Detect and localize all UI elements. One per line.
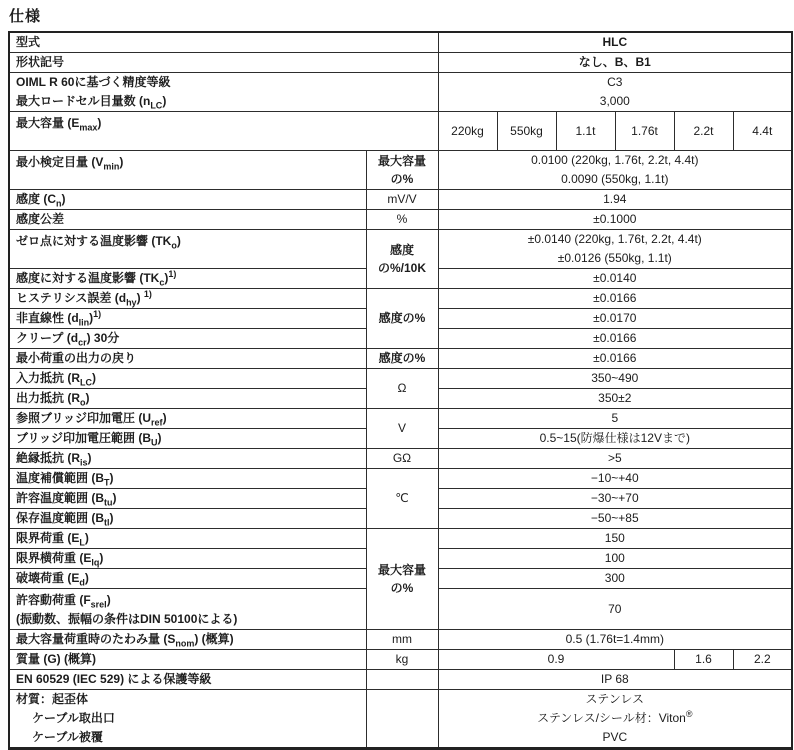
emax-capacity-2: 550kg — [497, 111, 556, 150]
emax-capacity-4: 1.76t — [615, 111, 674, 150]
temp-compensated-value: −10~+40 — [438, 468, 792, 488]
row-tko — [9, 229, 792, 268]
emax-label: 最大容量 $(E_{max})$ — [9, 111, 438, 150]
material-unit-empty — [366, 689, 438, 748]
accuracy-value: C3 — [607, 74, 623, 89]
row-ref-excitation — [9, 408, 792, 428]
sensitivity-value: 1.94 — [438, 189, 792, 209]
sensitivity-label: 感度 $(C_n)$ — [9, 189, 366, 209]
creep-value: ±0.0166 — [438, 328, 792, 348]
limit-side-load-value: 100 — [438, 548, 792, 568]
vmin-value-line1: 0.0100 (220kg, 1.76t, 2.2t, 4.4t) — [531, 152, 699, 167]
shape-label: 形状記号 — [9, 52, 438, 72]
row-emax — [9, 111, 792, 150]
emax-capacity-5: 2.2t — [674, 111, 733, 150]
mass-value-2: 1.6 — [674, 649, 733, 669]
mass-value-3: 2.2 — [733, 649, 792, 669]
row-shape — [9, 52, 792, 72]
hysteresis-label: ヒステリシス誤差 $(d_{hy})$ $^{1)}$ — [9, 288, 366, 308]
breaking-load-label: 破壊荷重 $(E_d)$ — [9, 568, 366, 588]
emax-capacity-6: 4.4t — [733, 111, 792, 150]
row-sensitivity — [9, 189, 792, 209]
ref-excitation-value: 5 — [438, 408, 792, 428]
tko-value — [438, 229, 792, 268]
limit-load-value: 150 — [438, 528, 792, 548]
temp-operating-label: 許容温度範囲 $(B_{tu})$ — [9, 488, 366, 508]
insulation-label: 絶縁抵抗 $(R_{is})$ — [9, 448, 366, 468]
row-model — [9, 32, 792, 52]
input-resistance-value: 350~490 — [438, 368, 792, 388]
tkc-value: ±0.0140 — [438, 268, 792, 288]
tko-label: ゼロ点に対する温度影響 $(TK_o)$ — [9, 229, 366, 268]
input-resistance-label: 入力抵抗 $(R_{LC})$ — [9, 368, 366, 388]
max-capacity-percent-unit: 最大容量の% — [366, 528, 438, 629]
shape-value: なし、B、B1 — [438, 52, 792, 72]
row-protection — [9, 669, 792, 689]
hysteresis-value: ±0.0166 — [438, 288, 792, 308]
sensitivity-unit: mV/V — [366, 189, 438, 209]
excitation-range-value: 0.5~15(防爆仕様は12Vまで) — [438, 428, 792, 448]
material-label — [9, 689, 366, 748]
temp-compensated-label: 温度補償範囲 $(B_T)$ — [9, 468, 366, 488]
accuracy-label: OIML R 60に基づく精度等級 — [16, 74, 171, 89]
accuracy-nlc-value — [438, 72, 792, 111]
protection-unit-empty — [366, 669, 438, 689]
row-mass — [9, 649, 792, 669]
sens-percent-unit: 感度の% — [366, 288, 438, 348]
material-label-line1: 材質：起歪体 — [16, 691, 89, 706]
model-label: 型式 — [9, 32, 438, 52]
row-temp-compensated — [9, 468, 792, 488]
row-min-load-return — [9, 348, 792, 368]
limit-load-label: 限界荷重 $(E_L)$ — [9, 528, 366, 548]
row-hysteresis — [9, 288, 792, 308]
temp-storage-label: 保存温度範囲 $(B_{tl})$ — [9, 508, 366, 528]
material-value — [438, 689, 792, 748]
page-title: 仕様 — [9, 8, 42, 25]
dynamic-load-label — [9, 588, 366, 629]
dynamic-load-value: 70 — [438, 588, 792, 629]
emax-capacity-1: 220kg — [438, 111, 497, 150]
emax-capacity-3: 1.1t — [556, 111, 615, 150]
vmin-value — [438, 150, 792, 189]
row-accuracy-nlc — [9, 72, 792, 111]
deflection-value: 0.5 (1.76t=1.4mm) — [438, 629, 792, 649]
material-value-line3: PVC — [602, 729, 628, 744]
gohm-unit: GΩ — [366, 448, 438, 468]
ref-excitation-label: 参照ブリッジ印加電圧 $(U_{ref})$ — [9, 408, 366, 428]
breaking-load-value: 300 — [438, 568, 792, 588]
vmin-unit: 最大容量の% — [366, 150, 438, 189]
vmin-value-line2: 0.0090 (550kg, 1.1t) — [561, 171, 669, 186]
dynamic-load-label-line2: (振動数、振幅の条件はDIN 50100による) — [16, 611, 238, 626]
min-load-return-value: ±0.0166 — [438, 348, 792, 368]
dynamic-load-label-line1: 許容動荷重 $(F_{srel})$ — [16, 592, 111, 609]
material-value-line2: ステンレス/シール材：Viton® — [537, 708, 693, 725]
output-resistance-value: 350±2 — [438, 388, 792, 408]
row-limit-load — [9, 528, 792, 548]
row-sens-tolerance — [9, 209, 792, 229]
min-load-return-unit: 感度の% — [366, 348, 438, 368]
model-value: HLC — [438, 32, 792, 52]
sens-tolerance-label: 感度公差 — [9, 209, 366, 229]
temp-operating-value: −30~+70 — [438, 488, 792, 508]
mass-value-1: 0.9 — [438, 649, 674, 669]
protection-label: EN 60529 (IEC 529) による保護等級 — [9, 669, 366, 689]
nonlinearity-value: ±0.0170 — [438, 308, 792, 328]
excitation-range-label: ブリッジ印加電圧範囲 $(B_U)$ — [9, 428, 366, 448]
min-load-return-label: 最小荷重の出力の戻り — [9, 348, 366, 368]
accuracy-nlc-label — [9, 72, 438, 111]
tko-value-line2: ±0.0126 (550kg, 1.1t) — [557, 250, 672, 265]
creep-label: クリープ $(d_{cr})$ 30分 — [9, 328, 366, 348]
output-resistance-label: 出力抵抗 $(R_o)$ — [9, 388, 366, 408]
sens-tolerance-unit: % — [366, 209, 438, 229]
mm-unit: mm — [366, 629, 438, 649]
vmin-label: 最小検定目量 $(V_{min})$ — [9, 150, 366, 189]
tko-value-line1: ±0.0140 (220kg, 1.76t, 2.2t, 4.4t) — [527, 231, 702, 246]
row-material — [9, 689, 792, 748]
ohm-unit: Ω — [366, 368, 438, 408]
protection-value: IP 68 — [438, 669, 792, 689]
nlc-label: 最大ロードセル目量数 $(n_{LC})$ — [16, 93, 167, 110]
material-label-line2: ケーブル取出口 — [32, 710, 115, 725]
volt-unit: V — [366, 408, 438, 448]
mass-label: 質量 (G) (概算) — [9, 649, 366, 669]
nlc-value: 3,000 — [599, 93, 630, 108]
nonlinearity-label: 非直線性 $(d_{lin})^{1)}$ — [9, 308, 366, 328]
deflection-label: 最大容量荷重時のたわみ量 $(S_{nom})$ (概算) — [9, 629, 366, 649]
limit-side-load-label: 限界横荷重 $(E_{lq})$ — [9, 548, 366, 568]
tkc-label: 感度に対する温度影響 $(TK_c)^{1)}$ — [9, 268, 366, 288]
material-label-line3: ケーブル被覆 — [32, 729, 103, 744]
row-insulation — [9, 448, 792, 468]
material-value-line1: ステンレス — [585, 691, 645, 706]
row-vmin — [9, 150, 792, 189]
celsius-unit: ℃ — [366, 468, 438, 528]
sens-tolerance-value: ±0.1000 — [438, 209, 792, 229]
spec-table — [8, 31, 793, 750]
kg-unit: kg — [366, 649, 438, 669]
insulation-value: >5 — [438, 448, 792, 468]
row-deflection — [9, 629, 792, 649]
row-input-resistance — [9, 368, 792, 388]
temp-storage-value: −50~+85 — [438, 508, 792, 528]
tk-unit: 感度の%/10K — [366, 229, 438, 288]
